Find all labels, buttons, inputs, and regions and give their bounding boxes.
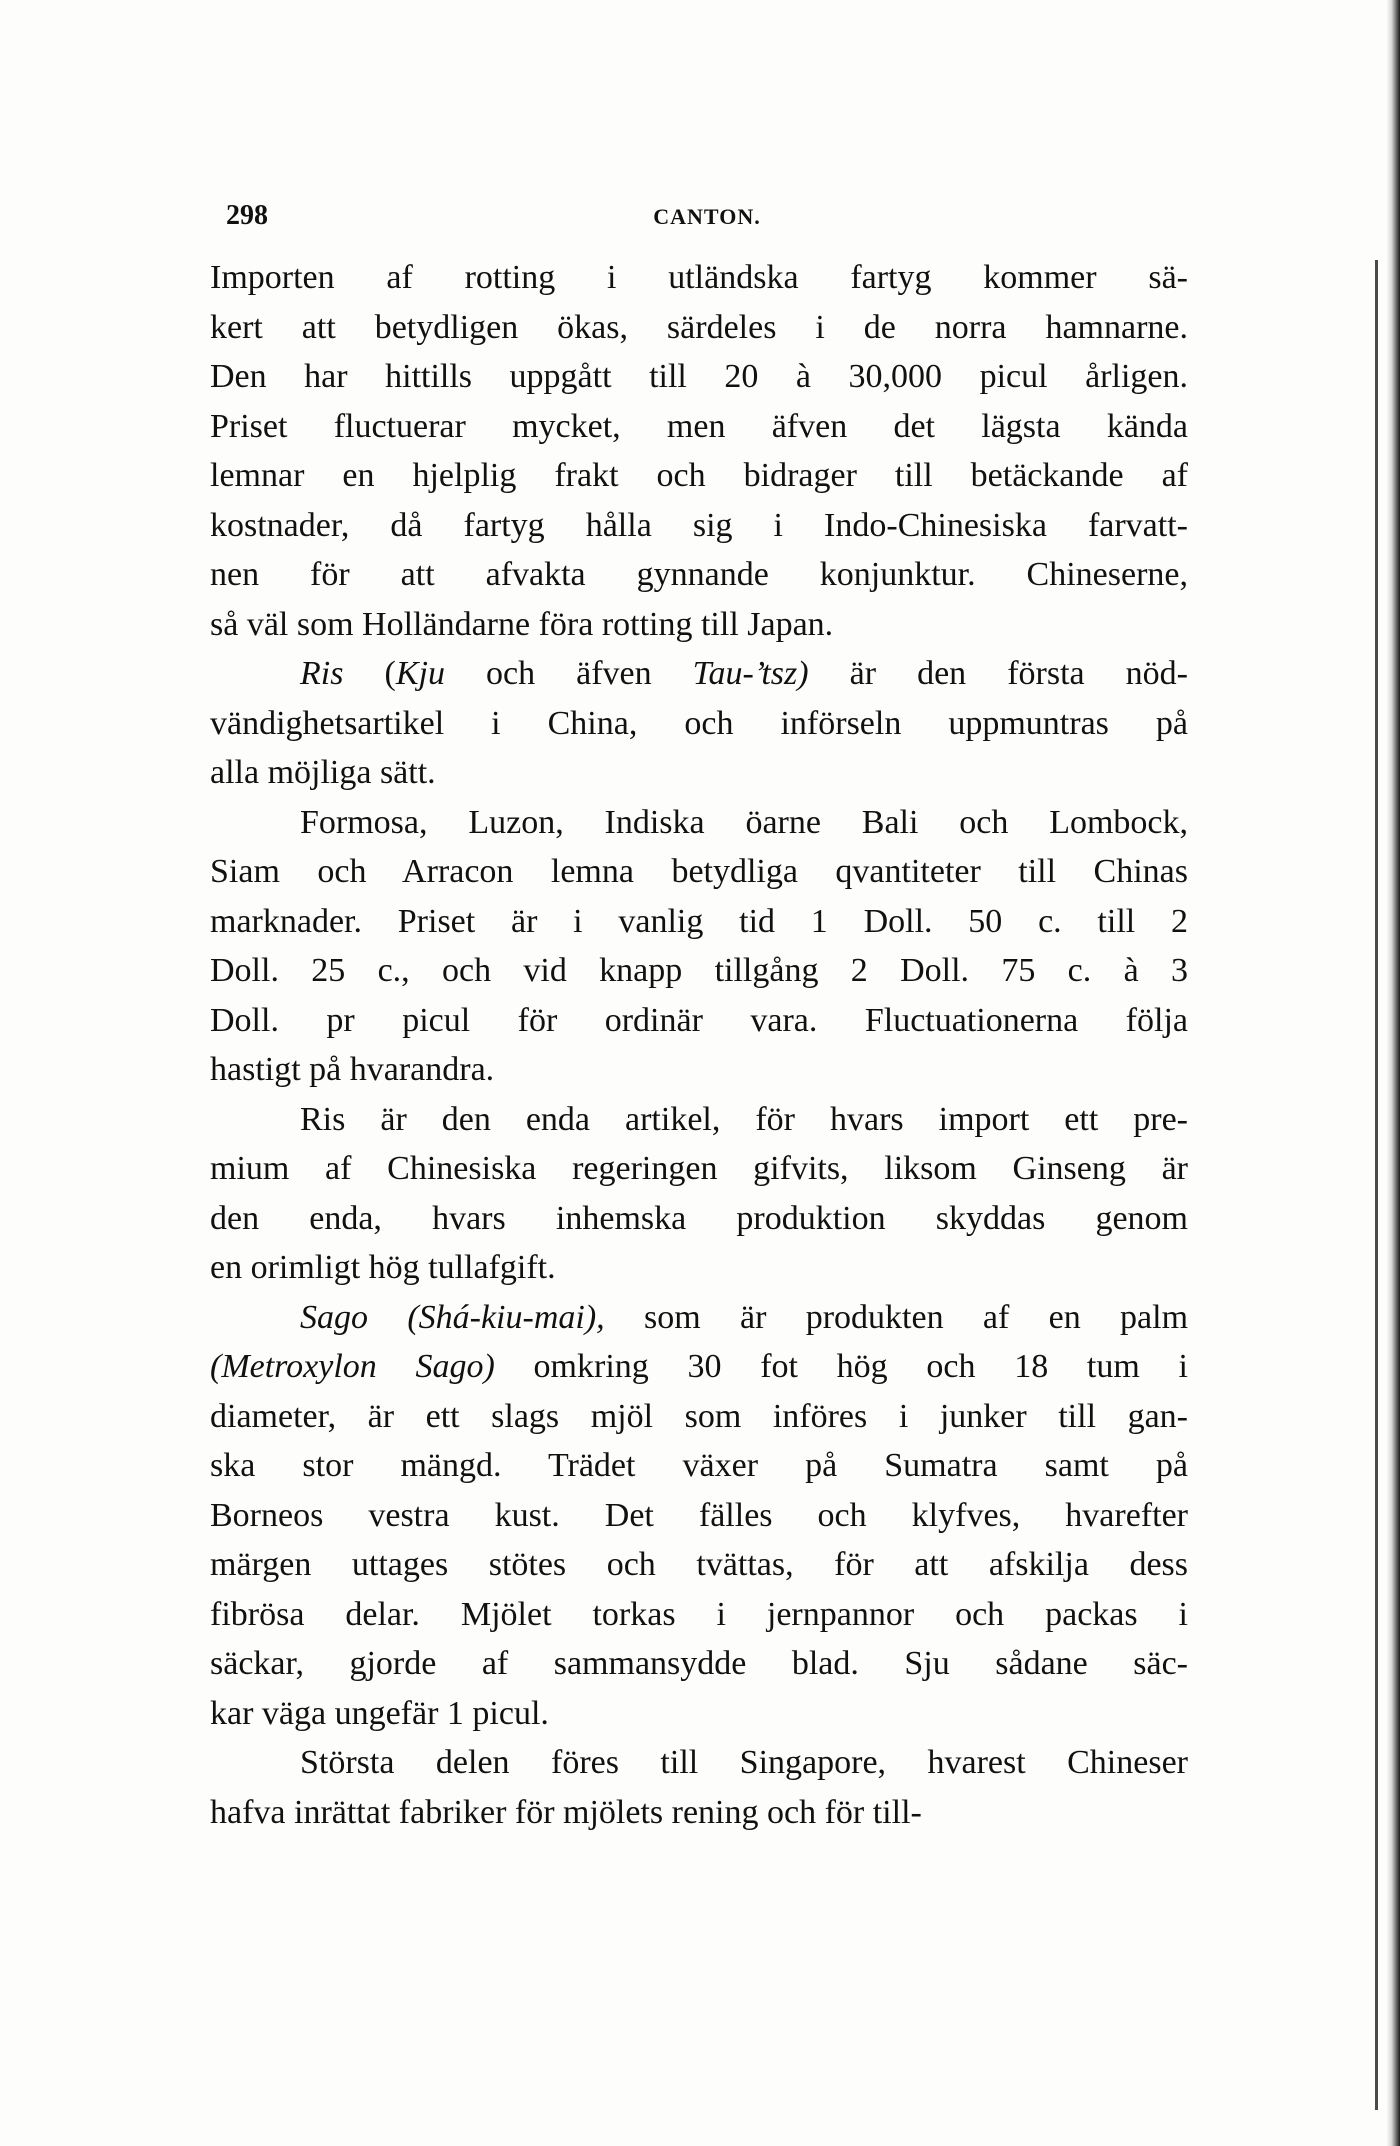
italic-term: (Metroxylon Sago) — [210, 1348, 495, 1385]
text-line: Siam och Arracon lemna betydliga qvantiteter till Chinas — [210, 853, 1188, 890]
text-line: lemnar en hjelplig frakt och bidrager till betäckande af — [210, 457, 1188, 494]
italic-term: Sago (Shá-kiu-mai), — [300, 1298, 605, 1336]
text-line: säckar, gjorde af sammansydde blad. Sju sådane säc- — [210, 1645, 1188, 1682]
text-line: nen för att afvakta gynnande konjunktur. Chineserne, — [210, 556, 1188, 593]
text-line: märgen uttages stötes och tvättas, för att afskilja dess — [210, 1546, 1188, 1583]
text-line — [210, 1293, 1188, 1343]
text-line: den enda, hvars inhemska produktion skyddas genom — [210, 1199, 1188, 1237]
text-line: Den har hittills uppgått till 20 à 30,000 picul årligen. — [210, 358, 1188, 395]
text-line: en orimligt hög tullafgift. — [210, 1249, 556, 1286]
text-run: som är produkten af en palm — [604, 1298, 1189, 1336]
text-line — [210, 1342, 1188, 1392]
text-line: Formosa, Luzon, Indiska öarne Bali och Lombock, — [300, 803, 1188, 841]
text-line: vändighetsartikel i China, och införseln uppmuntras på — [210, 704, 1188, 742]
text-line: hafva inrättat fabriker för mjölets rening och för till- — [210, 1793, 922, 1831]
paragraph — [210, 798, 1188, 1095]
text-run: och äfven — [444, 655, 693, 692]
text-line: kert att betydligen ökas, särdeles i de norra hamnarne. — [210, 308, 1188, 346]
text-line: Största delen föres till Singapore, hvarest Chineser — [300, 1744, 1188, 1781]
italic-term: Kju — [395, 655, 445, 692]
text-line: mium af Chinesiska regeringen gifvits, liksom Ginseng är — [210, 1150, 1188, 1187]
paragraph — [210, 1293, 1188, 1739]
text-line: Priset fluctuerar mycket, men äfven det lägsta kända — [210, 407, 1188, 445]
text-run: är den första nöd- — [808, 655, 1188, 692]
binding-line — [1375, 260, 1378, 2110]
text-line: kostnader, då fartyg hålla sig i Indo-Chinesiska farvatt- — [210, 506, 1188, 544]
text-line: hastigt på hvarandra. — [210, 1051, 495, 1088]
paragraph — [210, 1738, 1188, 1837]
text-run: ( — [343, 655, 396, 692]
text-line: Doll. pr picul för ordinär vara. Fluctuationerna följa — [210, 1001, 1188, 1039]
paragraph — [210, 1095, 1188, 1293]
text-line: fibrösa delar. Mjölet torkas i jernpannor och packas i — [210, 1595, 1188, 1633]
text-line: Importen af rotting i utländska fartyg kommer sä- — [210, 259, 1188, 296]
text-line: kar väga ungefär 1 picul. — [210, 1694, 549, 1732]
text-line: diameter, är ett slags mjöl som införes i junker till gan- — [210, 1397, 1188, 1435]
italic-term: Tau-’tsz) — [692, 655, 809, 692]
text-line — [210, 649, 1188, 699]
text-line: marknader. Priset är i vanlig tid 1 Doll. 50 c. till 2 — [210, 902, 1188, 940]
text-run: omkring 30 fot hög och 18 tum i — [494, 1348, 1188, 1385]
italic-term: Ris — [300, 655, 344, 692]
page-header — [226, 200, 1188, 240]
text-line: Doll. 25 c., och vid knapp tillgång 2 Doll. 75 c. à 3 — [210, 952, 1188, 989]
text-line: alla möjliga sätt. — [210, 754, 436, 791]
running-head: CANTON. — [653, 204, 761, 229]
page-edge-shadow — [1386, 0, 1400, 2146]
text-line: Borneos vestra kust. Det fälles och klyfves, hvarefter — [210, 1496, 1188, 1534]
paragraph — [210, 649, 1188, 798]
body-text — [210, 253, 1188, 1837]
text-line: så väl som Holländarne föra rotting till Japan. — [210, 605, 834, 643]
paragraph — [210, 253, 1188, 649]
text-line: Ris är den enda artikel, för hvars import ett pre- — [300, 1100, 1188, 1138]
text-line: ska stor mängd. Trädet växer på Sumatra samt på — [210, 1447, 1188, 1484]
page-number: 298 — [226, 200, 268, 231]
